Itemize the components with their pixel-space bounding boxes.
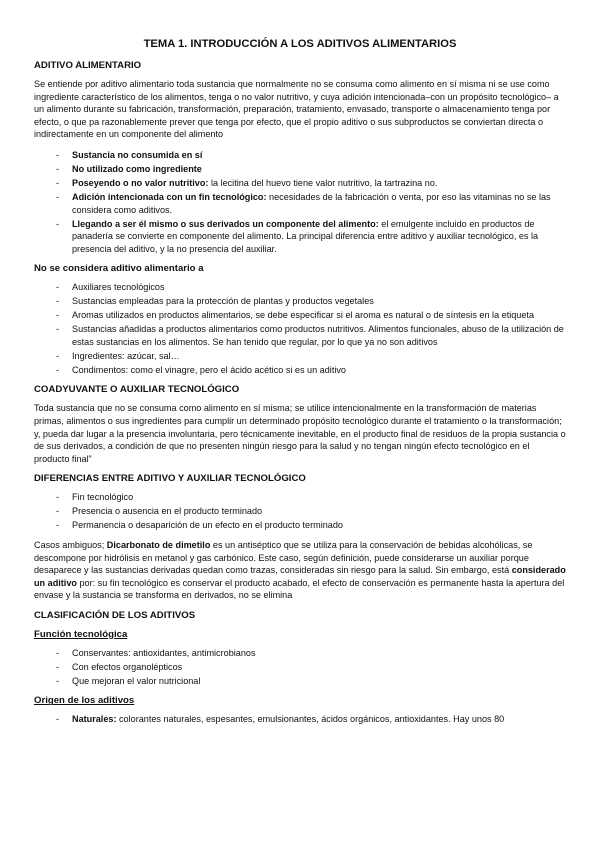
subheading-funcion-tecnologica: Función tecnológica: [34, 628, 128, 640]
list-item: - Ingredientes: azúcar, sal…: [56, 350, 180, 361]
dash-bullet-icon: -: [56, 520, 60, 531]
coadyuvante-paragraph: Toda sustancia que no se consuma como alimento en sí misma; se utilice intencionalmente en la transformación de materias primas, alimentos o sus ingredientes para cumplir un determinado propósito tecnológico durante el tratamiento o la transformación; y, pueda dar lugar a la presencia involuntaria, pero técnicamente inevitable, en el producto final de residuos de la propia sustancia o de sus derivados, a condición de que no presenten ningún riesgo para la salud y no tengan ningún efecto tecnológico en el producto final”: [34, 403, 566, 464]
list-item: - Conservantes: antioxidantes, antimicrobianos: [56, 647, 256, 658]
subheading-origen: Origen de los aditivos: [34, 695, 135, 707]
list-item: - Sustancia no consumida en sí: [56, 149, 203, 160]
dash-bullet-icon: -: [56, 282, 60, 293]
dash-bullet-icon: -: [56, 661, 60, 672]
dash-bullet-icon: -: [56, 675, 60, 686]
list-item: - Llegando a ser él mismo o sus derivados un componente del alimento: el emulgente incluido en productos de panadería se convierte en componente del alimento. La principal diferencia entre aditivo y auxiliar tecnológico, es la presencia del aditivo, y la no presencia del auxiliar.: [56, 218, 539, 254]
heading-no-aditivo: No se considera aditivo alimentario a: [34, 263, 204, 275]
list-item: - Presencia o ausencia en el producto terminado: [56, 506, 263, 517]
list-item: - Adición intencionada con un fin tecnológico: necesidades de la fabricación o venta, por eso las vitaminas no se las considera como aditivos.: [56, 191, 551, 215]
casos-ambiguos-paragraph: Casos ambiguos; Dicarbonato de dimetilo es un antiséptico que se utiliza para la conservación de bebidas alcohólicas, se descompone por hidrólisis en metanol y gas carbónico. Este caso, según definición, puede considerarse un auxiliar porque desaparece y las sustancias derivadas quedan como trazas, consideradas sin riesgo para la salud. Sin embargo, está considerado un aditivo por: su fin tecnológico es conservar el producto acabado, el efecto de conservación es permanente hasta la apertura del envase y la sustancia se transforma en derivados, no se elimina: [34, 539, 566, 601]
list-item: - Aromas utilizados en productos alimentarios, se debe especificar si el aroma es natural o de síntesis en la etiqueta: [56, 310, 535, 321]
origen-list: [34, 713, 566, 726]
dash-bullet-icon: -: [56, 296, 60, 307]
list-item: - Naturales: colorantes naturales, espesantes, emulsionantes, ácidos orgánicos, antioxidantes. Hay unos 80: [56, 714, 505, 725]
dash-bullet-icon: -: [56, 364, 60, 375]
heading-diferencias: DIFERENCIAS ENTRE ADITIVO Y AUXILIAR TECNOLÓGICO: [34, 473, 306, 485]
dash-bullet-icon: -: [56, 218, 60, 229]
list-item: - No utilizado como ingrediente: [56, 163, 202, 174]
list-item: - Condimentos: como el vinagre, pero el ácido acético si es un aditivo: [56, 364, 346, 375]
list-item: - Sustancias empleadas para la protección de plantas y productos vegetales: [56, 296, 374, 307]
list-item: - Permanencia o desaparición de un efecto en el producto terminado: [56, 520, 343, 531]
dash-bullet-icon: -: [56, 163, 60, 174]
dash-bullet-icon: -: [56, 324, 60, 335]
dash-bullet-icon: -: [56, 191, 60, 202]
list-item: - Sustancias añadidas a productos alimentarios como productos nutritivos. Alimentos funcionales, abuso de la utilización de estas sustancias en los alimentos. Se han tenido que regular, por lo que ya no son aditivos: [56, 324, 564, 347]
dash-bullet-icon: -: [56, 149, 60, 160]
list-item: - Con efectos organolépticos: [56, 661, 183, 672]
diferencias-list: [34, 491, 566, 532]
dash-bullet-icon: -: [56, 714, 60, 725]
funcion-tecnologica-list: [34, 647, 566, 688]
dash-bullet-icon: -: [56, 177, 60, 188]
document-title: TEMA 1. INTRODUCCIÓN A LOS ADITIVOS ALIMENTARIOS: [143, 38, 457, 50]
definition-paragraph: Se entiende por aditivo alimentario toda sustancia que normalmente no se consuma como alimento en sí misma ni se use como ingrediente característico de los alimentos, tenga o no valor nutritivo, y cuya adición intencionada–con un propósito tecnológico– a un alimento durante su fabricación, transformación, preparación, tratamiento, envasado, transporte o almacenamiento tenga por efecto, o que pa razonablemente prever que tenga por efecto, que el propio aditivo o sus subproductos se conviertan directa o indirectamente en un componente del alimento: [34, 79, 559, 140]
heading-clasificacion: CLASIFICACIÓN DE LOS ADITIVOS: [34, 609, 196, 621]
heading-aditivo-alimentario: ADITIVO ALIMENTARIO: [34, 60, 142, 71]
dash-bullet-icon: -: [56, 350, 60, 361]
list-item: - Fin tecnológico: [56, 492, 134, 503]
no-aditivo-list: [34, 281, 566, 376]
dash-bullet-icon: -: [56, 647, 60, 658]
aditivo-characteristics-list: [34, 149, 566, 255]
heading-coadyuvante: COADYUVANTE O AUXILIAR TECNOLÓGICO: [34, 384, 240, 396]
dash-bullet-icon: -: [56, 492, 60, 503]
dash-bullet-icon: -: [56, 506, 60, 517]
dash-bullet-icon: -: [56, 310, 60, 321]
list-item: - Auxiliares tecnológicos: [56, 282, 165, 293]
list-item: - Poseyendo o no valor nutritivo: la lecitina del huevo tiene valor nutritivo, la tartrazina no.: [56, 177, 438, 188]
list-item: - Que mejoran el valor nutricional: [56, 675, 201, 686]
